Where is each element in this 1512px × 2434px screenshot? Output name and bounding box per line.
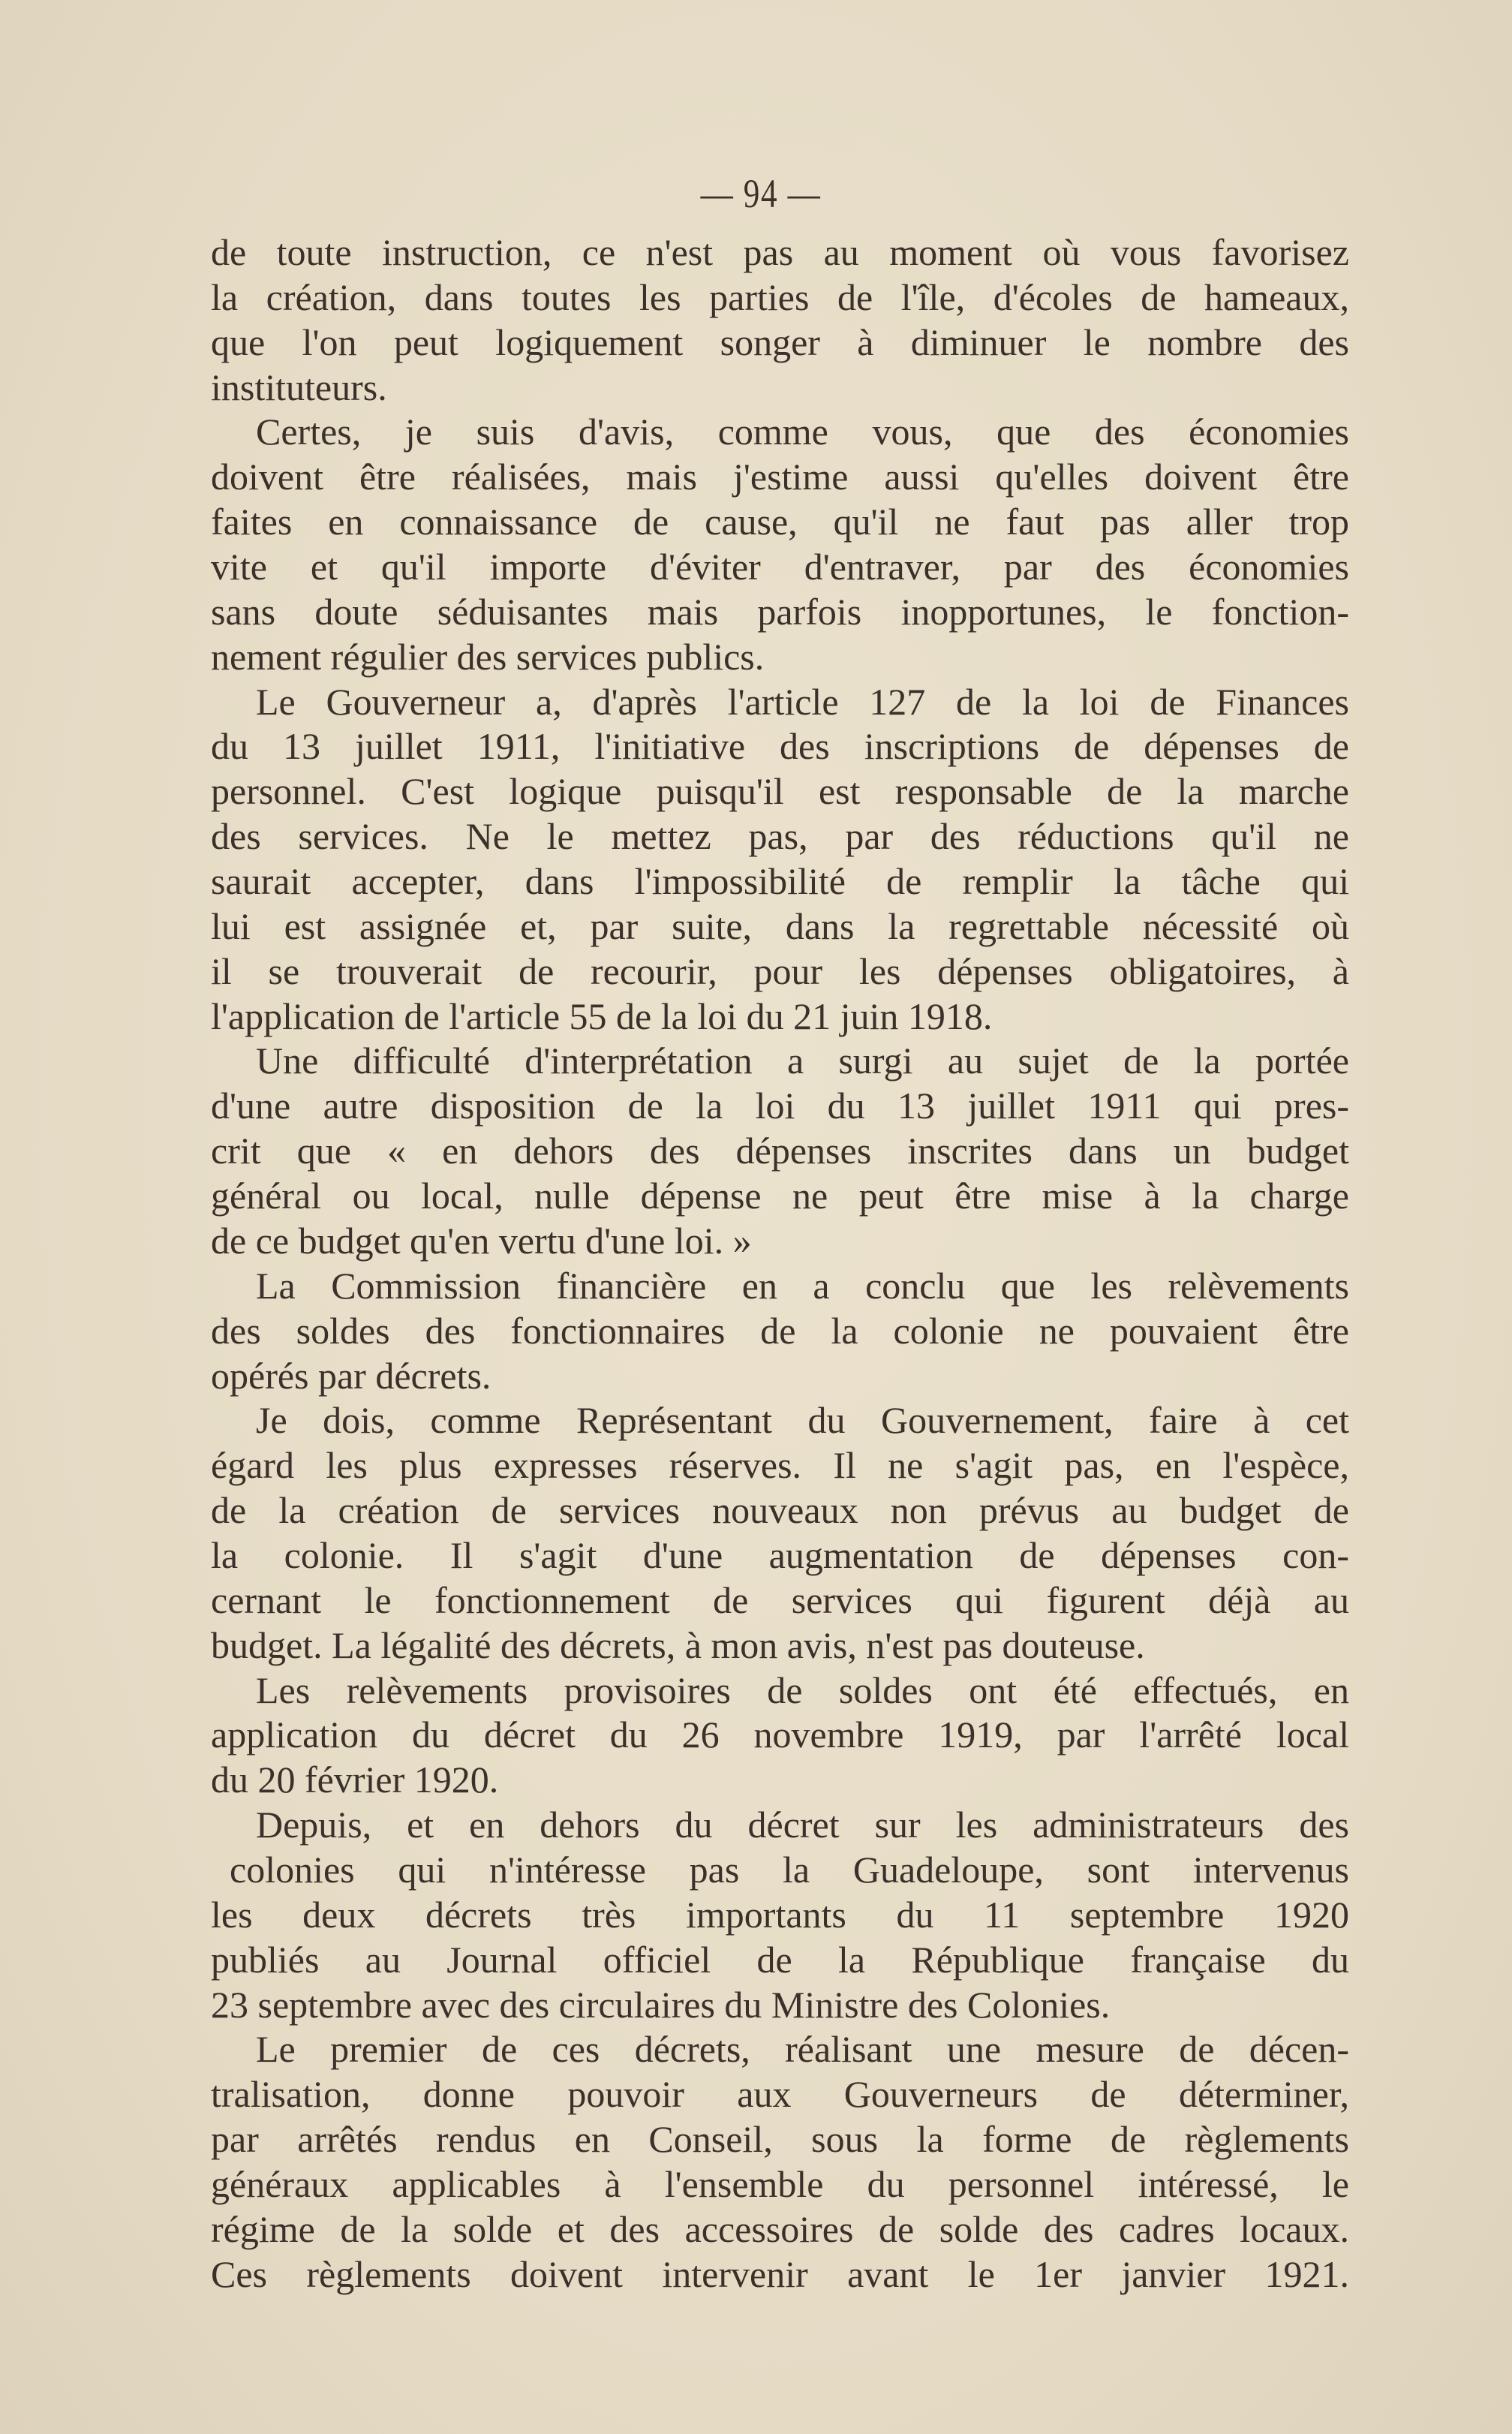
text-line-content: application du décret du 26 novembre 1919, par l'arrêté local bbox=[211, 1713, 1349, 1756]
text-line bbox=[211, 1892, 1349, 1937]
text-line-content: des services. Ne le mettez pas, par des réductions qu'il ne bbox=[211, 815, 1349, 858]
text-line-content: d'une autre disposition de la loi du 13 juillet 1911 qui pres- bbox=[211, 1085, 1349, 1127]
text-line-content: lui est assignée et, par suite, dans la regrettable nécessité où bbox=[211, 904, 1349, 947]
text-line-content: faites en connaissance de cause, qu'il ne faut pas aller trop bbox=[211, 501, 1349, 543]
text-line bbox=[211, 1308, 1349, 1353]
text-line-content: que l'on peut logiquement songer à diminuer le nombre des bbox=[211, 320, 1349, 363]
text-line bbox=[211, 2252, 1349, 2297]
text-line bbox=[211, 2071, 1349, 2117]
text-line bbox=[211, 1757, 1349, 1802]
text-line-content: égard les plus expresses réserves. Il ne s'agit pas, en l'espèce, bbox=[211, 1444, 1349, 1487]
text-line bbox=[211, 1623, 1349, 1668]
text-line bbox=[211, 1128, 1349, 1173]
text-line bbox=[230, 1847, 1349, 1892]
text-line bbox=[211, 769, 1349, 814]
text-line-content: Depuis, et en dehors du décret sur les administrateurs des bbox=[256, 1804, 1349, 1846]
text-line-content: Je dois, comme Représentant du Gouvernement, faire à cet bbox=[256, 1399, 1349, 1442]
text-line bbox=[256, 1263, 1349, 1308]
text-line-content: du 20 février 1920. bbox=[211, 1759, 499, 1801]
text-line-content: instituteurs. bbox=[211, 366, 387, 408]
text-line bbox=[211, 544, 1349, 589]
text-line-content: publiés au Journal officiel de la République française du bbox=[211, 1938, 1349, 1981]
text-line-content: régime de la solde et des accessoires de solde des cadres locaux. bbox=[211, 2207, 1349, 2250]
text-line bbox=[256, 409, 1349, 454]
text-line bbox=[211, 1712, 1349, 1757]
text-line bbox=[211, 634, 1349, 679]
text-line bbox=[211, 1173, 1349, 1218]
text-line-content: la création, dans toutes les parties de l'île, d'écoles de hameaux, bbox=[211, 275, 1349, 318]
text-line-content: Une difficulté d'interprétation a surgi au sujet de la portée bbox=[256, 1039, 1349, 1082]
text-line-content: l'application de l'article 55 de la loi du 21 juin 1918. bbox=[211, 994, 993, 1037]
text-line bbox=[211, 904, 1349, 949]
text-line-content: Le premier de ces décrets, réalisant une mesure de décen- bbox=[256, 2028, 1349, 2071]
text-line bbox=[256, 2026, 1349, 2071]
text-line-content: doivent être réalisées, mais j'estime aussi qu'elles doivent être bbox=[211, 456, 1349, 498]
text-line-content: des soldes des fonctionnaires de la colonie ne pouvaient être bbox=[211, 1309, 1349, 1352]
text-line-content: budget. La légalité des décrets, à mon avis, n'est pas douteuse. bbox=[211, 1623, 1145, 1666]
text-line bbox=[211, 454, 1349, 499]
text-line-content: personnel. C'est logique puisqu'il est responsable de la marche bbox=[211, 770, 1349, 813]
text-line bbox=[211, 1937, 1349, 1982]
text-line-content: Certes, je suis d'avis, comme vous, que des économies bbox=[256, 411, 1349, 453]
text-line-content: Les relèvements provisoires de soldes ont été effectués, en bbox=[256, 1668, 1349, 1711]
text-line bbox=[211, 2207, 1349, 2252]
text-line-content: tralisation, donne pouvoir aux Gouverneurs de déterminer, bbox=[211, 2073, 1349, 2116]
text-line bbox=[211, 589, 1349, 634]
text-line bbox=[211, 2117, 1349, 2162]
text-line bbox=[211, 365, 1349, 410]
text-line bbox=[256, 1668, 1349, 1713]
text-line bbox=[211, 1488, 1349, 1533]
text-line-content: la colonie. Il s'agit d'une augmentation de dépenses con- bbox=[211, 1533, 1349, 1576]
text-line-content: par arrêtés rendus en Conseil, sous la forme de règlements bbox=[211, 2118, 1349, 2161]
text-line bbox=[211, 1982, 1349, 2027]
text-line bbox=[256, 1038, 1349, 1083]
text-line-content: général ou local, nulle dépense ne peut être mise à la charge bbox=[211, 1175, 1349, 1217]
text-line-content: saurait accepter, dans l'impossibilité de remplir la tâche qui bbox=[211, 860, 1349, 903]
text-line bbox=[211, 949, 1349, 994]
text-line bbox=[211, 1443, 1349, 1488]
text-line-content: 23 septembre avec des circulaires du Ministre des Colonies. bbox=[211, 1983, 1111, 2026]
text-line-content: crit que « en dehors des dépenses inscrites dans un budget bbox=[211, 1130, 1349, 1172]
text-line bbox=[211, 814, 1349, 859]
text-line-content: nement régulier des services publics. bbox=[211, 635, 765, 678]
text-line-content: Le Gouverneur a, d'après l'article 127 de la loi de Finances bbox=[256, 680, 1349, 723]
text-line bbox=[211, 1218, 1349, 1263]
text-line-content: cernant le fonctionnement de services qui figurent déjà au bbox=[211, 1578, 1349, 1621]
page-number: — 94 — bbox=[700, 171, 822, 216]
text-line-content: Ces règlements doivent intervenir avant le 1er janvier 1921. bbox=[211, 2252, 1349, 2295]
text-line bbox=[211, 275, 1349, 320]
text-line bbox=[211, 1353, 1349, 1398]
text-line-content: généraux applicables à l'ensemble du personnel intéressé, le bbox=[211, 2162, 1349, 2205]
text-line-content: de toute instruction, ce n'est pas au moment où vous favorisez bbox=[211, 231, 1349, 273]
text-line bbox=[211, 2162, 1349, 2207]
text-line-content: colonies qui n'intéresse pas la Guadeloupe, sont intervenus bbox=[230, 1848, 1349, 1891]
text-line bbox=[211, 724, 1349, 769]
text-line-content: il se trouverait de recourir, pour les dépenses obligatoires, à bbox=[211, 949, 1349, 992]
text-line bbox=[211, 1083, 1349, 1128]
text-line bbox=[211, 320, 1349, 365]
text-line bbox=[211, 859, 1349, 904]
text-line-content: de ce budget qu'en vertu d'une loi. » bbox=[211, 1219, 752, 1262]
text-line bbox=[211, 499, 1349, 544]
text-line-content: de la création de services nouveaux non prévus au budget de bbox=[211, 1489, 1349, 1532]
text-line-content: les deux décrets très importants du 11 septembre 1920 bbox=[211, 1893, 1349, 1936]
text-line bbox=[256, 1398, 1349, 1443]
text-line bbox=[211, 994, 1349, 1039]
text-line bbox=[211, 230, 1349, 275]
text-line-content: La Commission financière en a conclu que les relèvements bbox=[256, 1264, 1349, 1307]
text-line bbox=[211, 1578, 1349, 1623]
text-line bbox=[256, 679, 1349, 724]
text-line bbox=[211, 1533, 1349, 1578]
text-line-content: du 13 juillet 1911, l'initiative des inscriptions de dépenses de bbox=[211, 725, 1349, 768]
text-line-content: sans doute séduisantes mais parfois inopportunes, le fonction- bbox=[211, 590, 1349, 633]
text-line-content: opérés par décrets. bbox=[211, 1354, 491, 1397]
text-line bbox=[256, 1802, 1349, 1847]
text-line-content: vite et qu'il importe d'éviter d'entraver, par des économies bbox=[211, 546, 1349, 588]
